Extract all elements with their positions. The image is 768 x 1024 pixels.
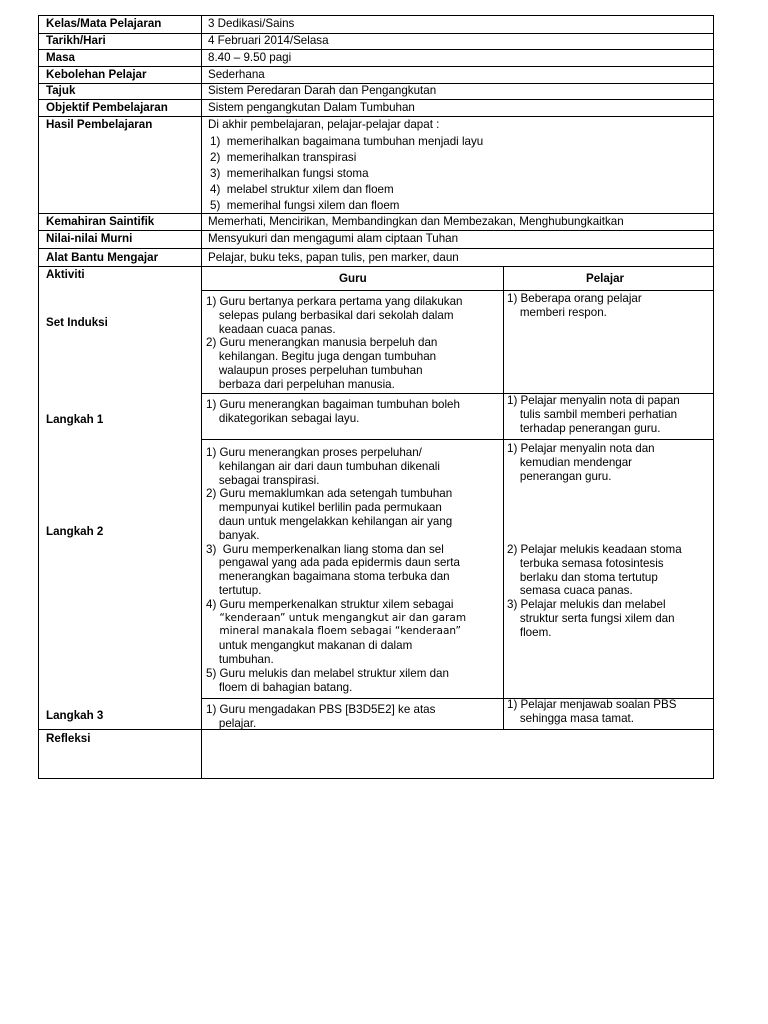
learning-outcomes-label: Hasil Pembelajaran [46, 118, 153, 131]
info-label-masa: Masa [46, 51, 76, 64]
list-item: tumbuhan. [206, 652, 274, 666]
table-border-bottom [38, 778, 714, 779]
list-item: tertutup. [206, 583, 262, 597]
list-item: 1) Pelajar menjawab soalan PBS [507, 698, 677, 711]
list-item: keadaan cuaca panas. [206, 322, 336, 336]
info-value-kebolehan: Sederhana [208, 68, 265, 81]
list-item: 2) Pelajar melukis keadaan stoma [507, 543, 682, 556]
list-item: 3) Guru memperkenalkan liang stoma dan sel [206, 542, 444, 556]
row-line [38, 33, 714, 34]
list-item: 1) Guru bertanya perkara pertama yang dilakukan [206, 295, 463, 308]
list-item: penerangan guru. [507, 469, 612, 483]
list-item: mineral manakala floem sebagai “kenderaan” [206, 625, 461, 638]
list-item: semasa cuaca panas. [507, 584, 633, 598]
activity-header-line [201, 290, 714, 291]
langkah-2-pelajar-cell-2 [507, 543, 682, 640]
list-item: 4) Guru memperkenalkan struktur xilem sebagai [206, 597, 454, 611]
list-item: 1) Guru menerangkan proses perpeluhan/ [206, 446, 422, 459]
column-header-pelajar: Pelajar [586, 272, 625, 285]
list-item: mempunyai kutikel berlilin pada permukaan [206, 501, 442, 515]
table-border-left [38, 15, 39, 779]
list-item: tulis sambil memberi perhatian [507, 407, 678, 421]
list-item: 3) memerihalkan fungsi stoma [210, 167, 369, 180]
row-line [38, 230, 714, 231]
list-item: selepas pulang berbasikal dari sekolah dalam [206, 308, 454, 322]
list-item: 1) Pelajar menyalin nota di papan [507, 394, 680, 407]
list-item: menerangkan bagaimana stoma terbuka dan [206, 570, 450, 584]
list-item: kehilangan. Begitu juga dengan tumbuhan [206, 350, 437, 364]
list-item: 2) Guru menerangkan manusia berpeluh dan [206, 336, 438, 350]
activity-column-divider [503, 266, 504, 729]
list-item: untuk mengangkut makanan di dalam [206, 639, 413, 653]
list-item: 1) Beberapa orang pelajar [507, 292, 642, 305]
list-item: kemudian mendengar [507, 455, 633, 469]
info-label-nilai: Nilai-nilai Murni [46, 232, 133, 245]
langkah-3-pelajar-cell [507, 698, 677, 726]
list-item: 2) memerihalkan transpirasi [210, 151, 357, 164]
list-item: sebagai transpirasi. [206, 473, 320, 487]
list-item: walaupun proses perpeluhan tumbuhan [206, 363, 423, 377]
list-item: 1) memerihalkan bagaimana tumbuhan menjadi layu [210, 135, 484, 148]
list-item: pengawal yang ada pada epidermis daun serta [206, 556, 460, 570]
set-induksi-label: Set Induksi [46, 316, 108, 329]
learning-outcomes-list [210, 134, 483, 214]
row-line [38, 66, 714, 67]
langkah-3-label: Langkah 3 [46, 709, 104, 722]
info-value-nilai: Mensyukuri dan mengagumi alam ciptaan Tuhan [208, 232, 459, 245]
info-value-tarikh: 4 Februari 2014/Selasa [208, 34, 329, 47]
list-item: pelajar. [206, 716, 257, 730]
label-column-divider [201, 15, 202, 779]
list-item: berlaku dan stoma tertutup [507, 570, 658, 584]
activity-row-line [201, 439, 714, 440]
list-item: 5) memerihal fungsi xilem dan floem [210, 199, 400, 212]
info-value-kelas: 3 Dedikasi/Sains [208, 17, 295, 30]
list-item: memberi respon. [507, 305, 607, 319]
list-item: terhadap penerangan guru. [507, 421, 661, 435]
langkah-3-guru-cell [206, 703, 435, 731]
list-item: banyak. [206, 528, 260, 542]
info-label-alat: Alat Bantu Mengajar [46, 251, 159, 264]
list-item: 3) Pelajar melukis dan melabel [507, 598, 666, 612]
langkah-2-label: Langkah 2 [46, 525, 104, 538]
row-line [38, 49, 714, 50]
info-value-masa: 8.40 – 9.50 pagi [208, 51, 292, 64]
list-item: daun untuk mengelakkan kehilangan air yang [206, 514, 453, 528]
langkah-2-guru-cell [206, 446, 466, 694]
list-item: 1) Guru mengadakan PBS [B3D5E2] ke atas [206, 703, 436, 716]
info-value-tajuk: Sistem Peredaran Darah dan Pengangkutan [208, 84, 437, 97]
learning-outcomes-intro: Di akhir pembelajaran, pelajar-pelajar dapat : [208, 118, 440, 131]
refleksi-row-line [38, 729, 202, 730]
list-item: 4) melabel struktur xilem dan floem [210, 183, 394, 196]
list-item: 5) Guru melukis dan melabel struktur xilem dan [206, 666, 449, 680]
list-item: 2) Guru memaklumkan ada setengah tumbuhan [206, 487, 453, 501]
langkah-1-label: Langkah 1 [46, 413, 104, 426]
list-item: terbuka semasa fotosintesis [507, 556, 664, 570]
info-label-kelas: Kelas/Mata Pelajaran [46, 17, 162, 30]
info-value-alat: Pelajar, buku teks, papan tulis, pen marker, daun [208, 251, 459, 264]
list-item: sehingga masa tamat. [507, 711, 634, 725]
info-value-objektif: Sistem pengangkutan Dalam Tumbuhan [208, 101, 415, 114]
list-item: dikategorikan sebagai layu. [206, 411, 360, 425]
table-border-top [38, 15, 714, 16]
list-item: struktur serta fungsi xilem dan [507, 611, 675, 625]
info-value-kemahiran: Memerhati, Mencirikan, Membandingkan dan Membezakan, Menghubungkaitkan [208, 215, 624, 228]
row-line [38, 248, 714, 249]
set-induksi-guru-cell [206, 295, 463, 392]
info-label-tarikh: Tarikh/Hari [46, 34, 106, 47]
list-item: floem di bahagian batang. [206, 680, 353, 694]
refleksi-label: Refleksi [46, 732, 91, 745]
list-item: 1) Guru menerangkan bagaiman tumbuhan boleh [206, 398, 460, 411]
list-item: “kenderaan” untuk mengangkut air dan garam [206, 611, 467, 624]
list-item: 1) Pelajar menyalin nota dan [507, 442, 655, 455]
column-header-guru: Guru [339, 272, 367, 285]
info-label-tajuk: Tajuk [46, 84, 76, 97]
activity-label: Aktiviti [46, 268, 85, 281]
row-line [38, 99, 714, 100]
list-item: kehilangan air dari daun tumbuhan dikenali [206, 459, 440, 473]
table-border-right [713, 15, 714, 779]
info-label-objektif: Objektif Pembelajaran [46, 101, 168, 114]
set-induksi-pelajar-cell [507, 292, 642, 320]
langkah-1-pelajar-cell [507, 394, 680, 435]
info-label-kebolehan: Kebolehan Pelajar [46, 68, 147, 81]
list-item: floem. [507, 625, 552, 639]
langkah-2-pelajar-cell-1 [507, 442, 655, 483]
row-line [38, 116, 714, 117]
list-item: berbaza dari perpeluhan manusia. [206, 377, 395, 391]
langkah-1-guru-cell [206, 398, 460, 426]
row-line [38, 266, 714, 267]
info-label-kemahiran: Kemahiran Saintifik [46, 215, 155, 228]
